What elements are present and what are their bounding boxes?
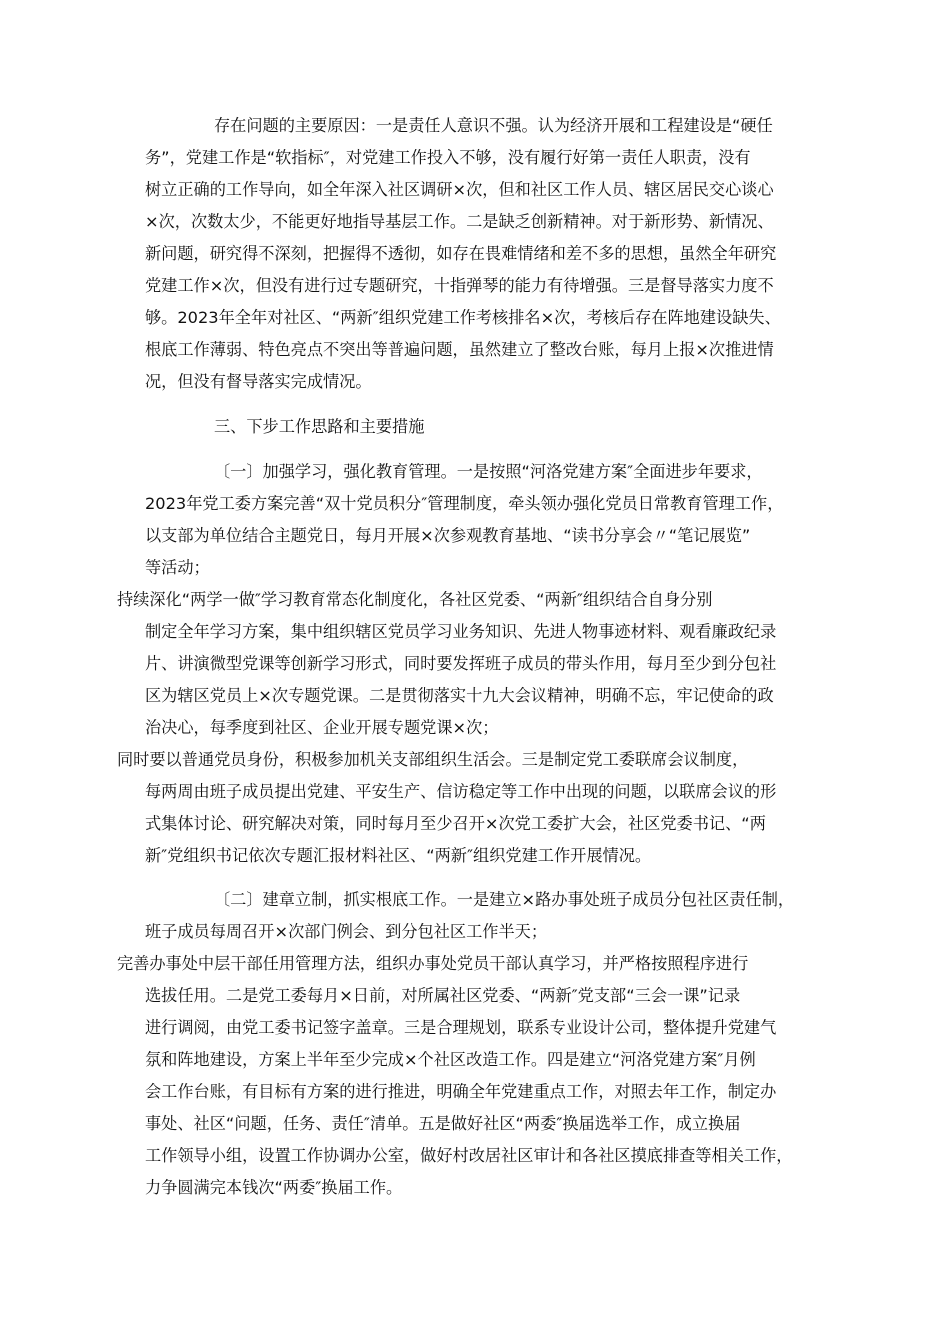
paragraph-line: 同时要以普通党员身份，积极参加机关支部组织生活会。三是制定党工委联席会议制度， [117,750,749,769]
paragraph-line: 树立正确的工作导向，如全年深入社区调研×次，但和社区工作人员、辖区居民交心谈心 [145,180,774,199]
paragraph-line: 以支部为单位结合主题党日，每月开展×次参观教育基地、“读书分享会〃“笔记展览” [145,526,751,545]
paragraph-line: 工作领导小组，设置工作协调办公室，做好村改居社区审计和各社区摸底排查等相关工作， [145,1146,793,1165]
paragraph-line: 每两周由班子成员提出党建、平安生产、信访稳定等工作中出现的问题，以联席会议的形 [145,782,777,801]
paragraph-line: 〔二〕建章立制，抓实根底工作。一是建立×路办事处班子成员分包社区责任制， [214,890,795,909]
paragraph-line: 2023年党工委方案完善“双十党员积分″管理制度，牵头领办强化党员日常教育管理工作， [145,494,784,513]
paragraph-line: 完善办事处中层干部任用管理方法，组织办事处党员干部认真学习，并严格按照程序进行 [117,954,749,973]
paragraph-line: 事处、社区“问题，任务、责任″清单。五是做好社区“两委″换届选举工作，成立换届 [145,1114,741,1133]
paragraph-line: 党建工作×次，但没有进行过专题研究，十指弹琴的能力有待增强。三是督导落实力度不 [145,276,774,295]
paragraph-line: 班子成员每周召开×次部门例会、到分包社区工作半天； [145,922,548,941]
paragraph-line: 片、讲演微型党课等创新学习形式，同时要发挥班子成员的带头作用，每月至少到分包社 [145,654,777,673]
paragraph-line: 力争圆满完本钱次“两委″换届工作。 [145,1178,403,1197]
paragraph-line: 区为辖区党员上×次专题党课。二是贯彻落实十九大会议精神，明确不忘，牢记使命的政 [145,686,774,705]
paragraph-line: 务”，党建工作是“软指标″，对党建工作投入不够，没有履行好第一责任人职责，没有 [145,148,751,167]
paragraph-line: 会工作台账，有目标有方案的进行推进，明确全年党建重点工作，对照去年工作，制定办 [145,1082,777,1101]
paragraph-line: 治决心，每季度到社区、企业开展专题党课×次； [145,718,499,737]
paragraph-line: 新问题，研究得不深刻，把握得不透彻，如存在畏难情绪和差不多的思想，虽然全年研究 [145,244,777,263]
paragraph-line: 选拔任用。二是党工委每月×日前，对所属社区党委、“两新″党支部“三会一课”记录 [145,986,741,1005]
section-heading: 三、下步工作思路和主要措施 [214,417,425,436]
paragraph-line: 存在问题的主要原因：一是责任人意识不强。认为经济开展和工程建设是“硬任 [214,116,773,135]
paragraph-line: ×次，次数太少，不能更好地指导基层工作。二是缺乏创新精神。对于新形势、新情况、 [145,212,774,231]
paragraph-line: 氛和阵地建设，方案上半年至少完成×个社区改造工作。四是建立“河洛党建方案″月例 [145,1050,756,1069]
paragraph-line: 持续深化“两学一做″学习教育常态化制度化，各社区党委、“两新″组织结合自身分别 [117,590,713,609]
paragraph-line: 新″党组织书记依次专题汇报材料社区、“两新″组织党建工作开展情况。 [145,846,652,865]
paragraph-line: 根底工作薄弱、特色亮点不突出等普遍问题，虽然建立了整改台账，每月上报×次推进情 [145,340,774,359]
paragraph-line: 进行调阅，由党工委书记签字盖章。三是合理规划，联系专业设计公司，整体提升党建气 [145,1018,777,1037]
paragraph-line: 〔一〕加强学习，强化教育管理。一是按照“河洛党建方案″全面进步年要求， [214,462,763,481]
paragraph-line: 制定全年学习方案，集中组织辖区党员学习业务知识、先进人物事迹材料、观看廉政纪录 [145,622,777,641]
paragraph-line: 况，但没有督导落实完成情况。 [145,372,372,391]
paragraph-line: 够。2023年全年对社区、“两新″组织党建工作考核排名×次，考核后存在阵地建设缺失、 [145,308,781,327]
paragraph-line: 等活动； [145,558,210,577]
paragraph-line: 式集体讨论、研究解决对策，同时每月至少召开×次党工委扩大会，社区党委书记、“两 [145,814,766,833]
